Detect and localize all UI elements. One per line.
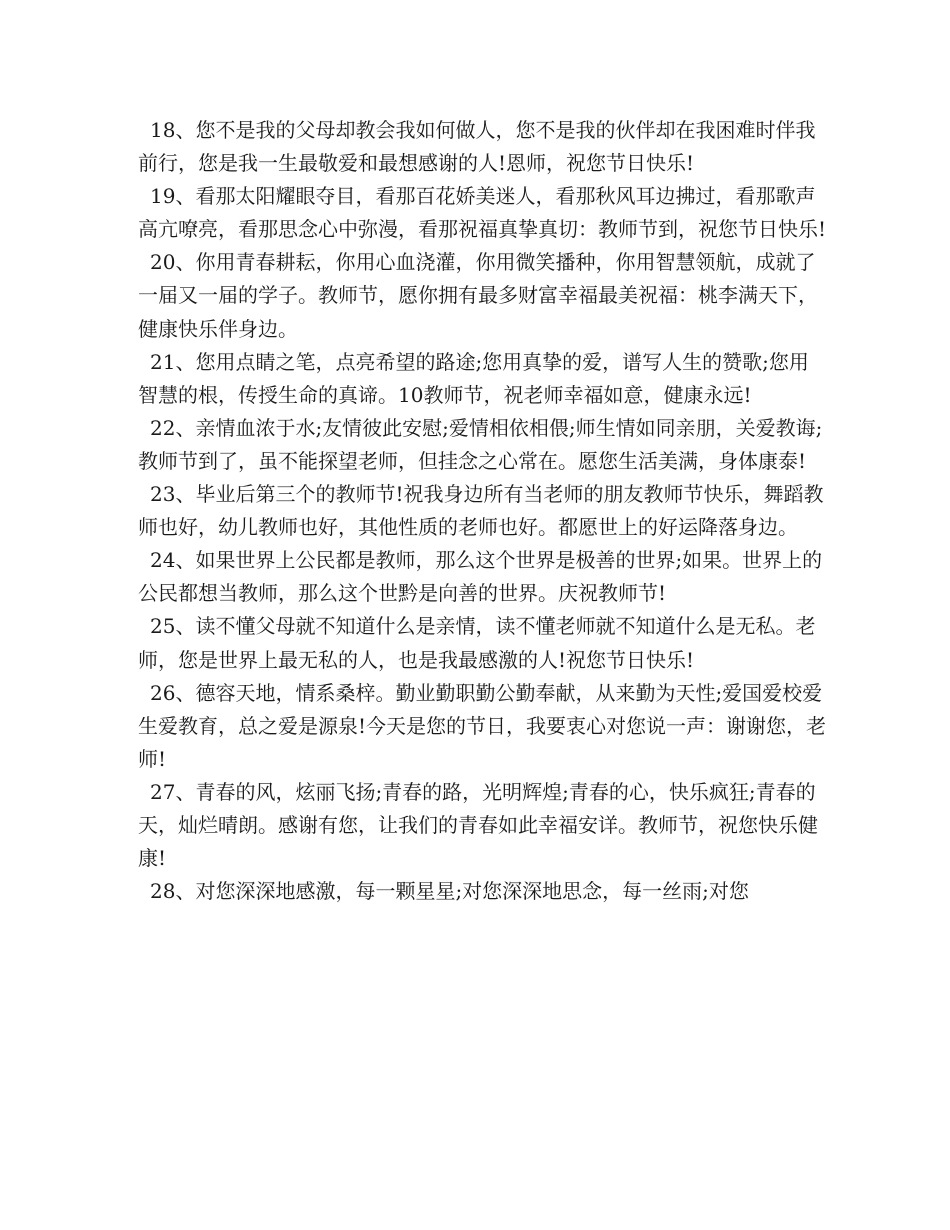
paragraph-28: 28、对您深深地感激，每一颗星星;对您深深地思念，每一丝雨;对您	[150, 879, 749, 904]
paragraph-27: 27、青春的风，炫丽飞扬;青春的路，光明辉煌;青春的心，快乐疯狂;青春的天，灿烂晴朗。感谢有您，让我们的青春如此幸福安详。教师节，祝您快乐健康!	[138, 779, 818, 871]
paragraph-21: 21、您用点睛之笔，点亮希望的路途;您用真挚的爱，谱写人生的赞歌;您用智慧的根，传授生命的真谛。10教师节，祝老师幸福如意，健康永远!	[138, 349, 809, 407]
paragraph-18: 18、您不是我的父母却教会我如何做人，您不是我的伙伴却在我困难时伴我前行，您是我一生最敬爱和最想感谢的人!恩师，祝您节日快乐!	[138, 118, 816, 176]
paragraph-23: 23、毕业后第三个的教师节!祝我身边所有当老师的朋友教师节快乐，舞蹈教师也好，幼儿教师也好，其他性质的老师也好。都愿世上的好运降落身边。	[138, 482, 824, 540]
paragraph-25: 25、读不懂父母就不知道什么是亲情，读不懂老师就不知道什么是无私。老师，您是世界上最无私的人，也是我最感激的人!祝您节日快乐!	[138, 614, 816, 672]
document-body	[138, 114, 828, 908]
paragraph-19: 19、看那太阳耀眼夺目，看那百花娇美迷人，看那秋风耳边拂过，看那歌声高亢嘹亮，看那思念心中弥漫，看那祝福真挚真切：教师节到，祝您节日快乐!	[138, 184, 827, 242]
paragraph-24: 24、如果世界上公民都是教师，那么这个世界是极善的世界;如果。世界上的公民都想当教师，那么这个世黔是向善的世界。庆祝教师节!	[138, 548, 823, 606]
paragraph-26: 26、德容天地，情系桑梓。勤业勤职勤公勤奉献，从来勤为天性;爱国爱校爱生爱教育，总之爱是源泉!今天是您的节日，我要衷心对您说一声：谢谢您，老师!	[138, 680, 827, 771]
paragraph-22: 22、亲情血浓于水;友情彼此安慰;爱情相依相偎;师生情如同亲朋，关爱教诲;教师节到了，虽不能探望老师，但挂念之心常在。愿您生活美满，身体康泰!	[138, 415, 823, 473]
paragraph-20: 20、你用青春耕耘，你用心血浇灌，你用微笑播种，你用智慧领航，成就了一届又一届的学子。教师节，愿你拥有最多财富幸福最美祝福：桃李满天下，健康快乐伴身边。	[138, 250, 818, 341]
